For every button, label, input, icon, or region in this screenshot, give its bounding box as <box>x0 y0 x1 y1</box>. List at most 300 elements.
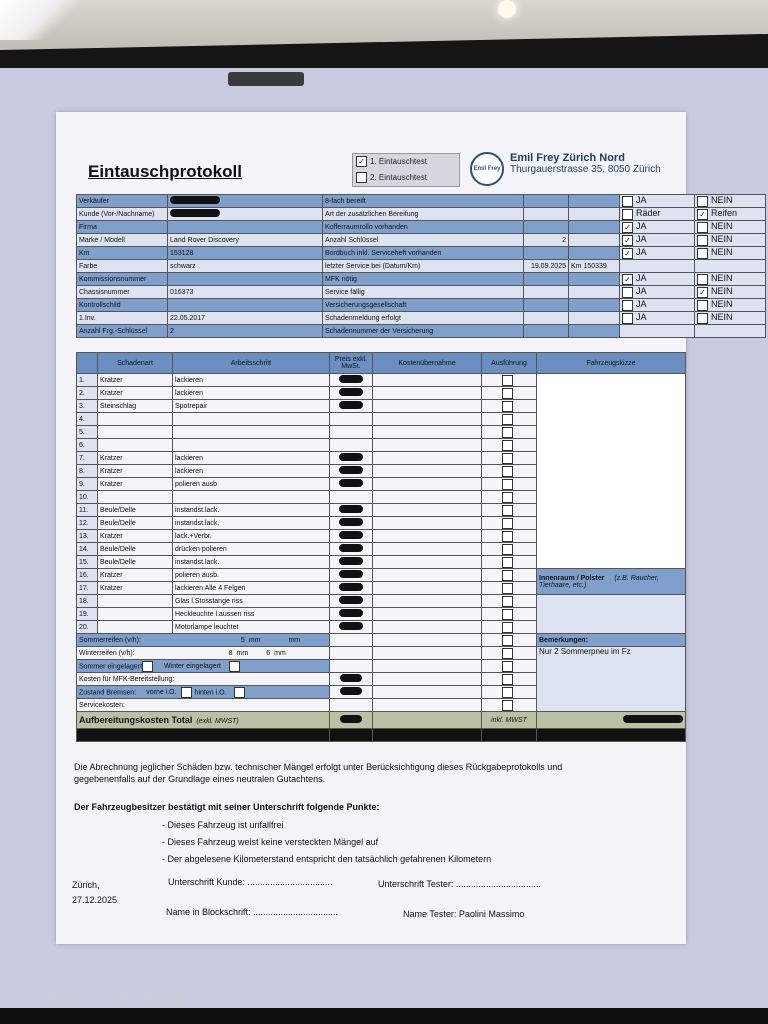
service-km <box>569 325 620 338</box>
cost-cell <box>373 426 482 439</box>
winter-stored-label: Winter eingelagert <box>164 662 221 670</box>
checkbox-icon[interactable] <box>502 622 513 633</box>
redacted-mark <box>339 557 363 565</box>
checkbox-icon[interactable] <box>622 196 633 207</box>
test-option-2[interactable]: 2. Eintauschtest <box>353 170 459 186</box>
checkbox-icon[interactable] <box>697 235 708 246</box>
work-step: instandst.lack. <box>173 556 330 569</box>
interior-box <box>537 595 686 634</box>
work-step <box>173 426 330 439</box>
checkbox-icon[interactable] <box>502 505 513 516</box>
check-cell <box>695 195 766 208</box>
check-cell <box>695 286 766 299</box>
damage-table <box>76 352 686 742</box>
checkbox-icon[interactable] <box>697 300 708 311</box>
checkbox-icon[interactable] <box>502 479 513 490</box>
work-step: Motorlampe leuchtet <box>173 621 330 634</box>
checkbox-icon[interactable] <box>622 300 633 311</box>
check-label: NEIN <box>711 234 733 245</box>
execution-cell <box>482 595 537 608</box>
execution-cell <box>482 621 537 634</box>
row-number: 9. <box>77 478 98 491</box>
redacted-mark <box>623 715 683 723</box>
cost-cell <box>373 452 482 465</box>
extra-row-label <box>77 634 330 647</box>
row-number: 6. <box>77 439 98 452</box>
field-value <box>524 325 569 338</box>
checkbox-icon[interactable] <box>502 674 513 685</box>
redacted-mark <box>339 531 363 539</box>
checkbox-icon[interactable]: ✓ <box>697 287 708 298</box>
service-km <box>569 221 620 234</box>
cost-cell <box>373 413 482 426</box>
service-km <box>569 195 620 208</box>
checkbox-icon[interactable] <box>502 466 513 477</box>
test-type-selector <box>352 153 460 187</box>
brand-address: Thurgauerstrasse 35, 8050 Zürich <box>510 164 661 175</box>
checkbox-icon[interactable] <box>502 414 513 425</box>
work-step: lack.+Verbr. <box>173 530 330 543</box>
damage-type: Kratzer <box>98 478 173 491</box>
execution-cell <box>482 426 537 439</box>
checkbox-icon[interactable] <box>622 313 633 324</box>
tyre-summer-label: Sommerreifen (v/h): <box>79 636 141 644</box>
table-row <box>77 247 766 260</box>
checkbox-icon[interactable] <box>502 635 513 646</box>
unit: mm <box>274 649 286 657</box>
brakes-rear: hinten i.O. <box>194 688 227 696</box>
row-number: 5. <box>77 426 98 439</box>
remark-text: Nur 2 Sommerpneu im Fz <box>539 647 631 656</box>
damage-type: Beule/Delle <box>98 504 173 517</box>
column-header: Kostenübernahme <box>373 353 482 374</box>
check-cell <box>695 221 766 234</box>
cost-cell <box>373 729 482 742</box>
redacted-mark <box>339 375 363 383</box>
price-cell <box>330 556 373 569</box>
redacted-mark <box>339 479 363 487</box>
cost-cell <box>373 491 482 504</box>
checkbox-icon[interactable] <box>356 172 367 183</box>
work-step: lackieren <box>173 374 330 387</box>
price-cell <box>330 621 373 634</box>
check-cell <box>620 247 695 260</box>
extra-row-label <box>77 699 330 712</box>
checkbox-icon[interactable] <box>502 401 513 412</box>
checkbox-icon[interactable] <box>502 661 513 672</box>
field-label: Farbe <box>77 260 168 273</box>
field-value: 22.05.2017 <box>168 312 323 325</box>
redacted-mark <box>339 570 363 578</box>
column-header <box>77 353 98 374</box>
row-number: 12. <box>77 517 98 530</box>
damage-type: Kratzer <box>98 582 173 595</box>
field-value: 016373 <box>168 286 323 299</box>
execution-cell <box>482 374 537 387</box>
price-cell <box>330 729 373 742</box>
execution-cell <box>482 478 537 491</box>
table-row <box>77 221 766 234</box>
check-cell <box>620 273 695 286</box>
vehicle-sketch <box>537 374 686 569</box>
service-km: Km 150339 <box>569 260 620 273</box>
page-title: Eintauschprotokoll <box>88 162 242 181</box>
row-number: 10. <box>77 491 98 504</box>
checkbox-icon[interactable] <box>502 440 513 451</box>
checkbox-icon[interactable] <box>502 648 513 659</box>
checkbox-icon[interactable] <box>502 596 513 607</box>
webcam-icon <box>228 72 304 86</box>
checkbox-icon[interactable] <box>502 518 513 529</box>
price-cell <box>330 387 373 400</box>
cost-cell <box>373 673 482 686</box>
damage-section <box>76 352 686 742</box>
cost-cell <box>373 400 482 413</box>
damage-type: Kratzer <box>98 452 173 465</box>
checkbox-icon[interactable] <box>502 700 513 711</box>
field-label: letzter Service bei (Datum/Km) <box>323 260 524 273</box>
total-note: (exkl. MWST) <box>196 718 239 725</box>
row-number: 16. <box>77 569 98 582</box>
field-label: Service fällig <box>323 286 524 299</box>
extra-row-label <box>77 729 330 742</box>
price-cell <box>330 478 373 491</box>
row-number: 17. <box>77 582 98 595</box>
price-cell <box>330 452 373 465</box>
price-cell <box>330 439 373 452</box>
table-row <box>77 234 766 247</box>
checkbox-icon[interactable] <box>697 313 708 324</box>
bar <box>537 729 686 742</box>
price-cell <box>330 530 373 543</box>
checkbox-icon[interactable] <box>697 196 708 207</box>
field-value <box>524 195 569 208</box>
field-value: 2 <box>524 234 569 247</box>
extra-row-label <box>77 686 330 699</box>
checkbox-icon[interactable] <box>697 248 708 259</box>
checkbox-icon[interactable] <box>502 557 513 568</box>
cost-cell <box>373 530 482 543</box>
row-number: 20. <box>77 621 98 634</box>
execution-cell <box>482 504 537 517</box>
check-cell <box>695 299 766 312</box>
cost-cell <box>373 699 482 712</box>
checkbox-icon[interactable] <box>502 427 513 438</box>
check-cell <box>620 221 695 234</box>
service-km <box>569 312 620 325</box>
test-option-1[interactable]: ✓ 1. Eintauschtest <box>353 154 459 170</box>
work-step: lackieren Alle 4 Felgen <box>173 582 330 595</box>
summer-stored-label: Sommer eingelagert <box>79 662 143 670</box>
damage-type: Kratzer <box>98 569 173 582</box>
cost-cell <box>373 439 482 452</box>
brand-block <box>510 152 661 175</box>
cost-cell <box>373 608 482 621</box>
damage-type: Beule/Delle <box>98 517 173 530</box>
cost-cell <box>373 387 482 400</box>
check-cell <box>620 325 695 338</box>
cost-cell <box>373 465 482 478</box>
check-cell <box>620 299 695 312</box>
cost-cell <box>373 582 482 595</box>
confirm-heading: Der Fahrzeugbesitzer bestätigt mit seiner Unterschrift folgende Punkte: <box>74 802 380 812</box>
execution-cell <box>482 699 537 712</box>
table-header <box>77 353 686 374</box>
service-km <box>569 286 620 299</box>
price-cell <box>330 491 373 504</box>
field-value <box>524 208 569 221</box>
checkbox-icon[interactable] <box>502 570 513 581</box>
execution-cell <box>482 729 537 742</box>
field-label: Chassisnummer <box>77 286 168 299</box>
price-cell <box>330 582 373 595</box>
table-row <box>77 195 766 208</box>
checkbox-icon[interactable] <box>502 453 513 464</box>
field-value: 153128 <box>168 247 323 260</box>
confirm-list <box>162 817 491 868</box>
work-step <box>173 439 330 452</box>
redacted-mark <box>339 622 363 630</box>
checkbox-icon[interactable] <box>229 661 240 672</box>
cost-cell <box>373 504 482 517</box>
price-cell <box>330 426 373 439</box>
service-km <box>569 273 620 286</box>
table-row <box>77 260 766 273</box>
damage-type <box>98 608 173 621</box>
column-header: Fahrzeugskizze <box>537 353 686 374</box>
check-label: JA <box>636 273 647 284</box>
execution-cell <box>482 400 537 413</box>
execution-cell <box>482 660 537 673</box>
check-label: NEIN <box>711 286 733 297</box>
checkbox-icon[interactable] <box>622 287 633 298</box>
extra-row-label <box>77 660 330 673</box>
checkbox-icon[interactable] <box>502 492 513 503</box>
check-label: NEIN <box>711 299 733 310</box>
interior-note: (z.B. Raucher, Tierhaare, etc.) <box>539 574 659 589</box>
row-number: 11. <box>77 504 98 517</box>
list-item: - Der abgelesene Kilometerstand entspricht den tatsächlich gefahrenen Kilometern <box>162 854 492 864</box>
check-label: Räder <box>636 208 661 219</box>
monitor-bottom-bezel <box>0 1008 768 1024</box>
price-cell <box>330 413 373 426</box>
tyre-winter-rear: 6 <box>266 649 271 657</box>
field-label: Anzahl Schlüssel <box>323 234 524 247</box>
row-number: 18. <box>77 595 98 608</box>
extra-row-label <box>77 712 330 729</box>
incl-vat-label: inkl. MWST <box>491 716 527 724</box>
table-row <box>77 374 686 387</box>
service-km <box>569 247 620 260</box>
damage-type: Kratzer <box>98 530 173 543</box>
damage-type <box>98 439 173 452</box>
check-label: NEIN <box>711 312 733 323</box>
vehicle-info-section <box>76 194 766 338</box>
extra-row-label <box>77 673 330 686</box>
execution-cell <box>482 543 537 556</box>
checkbox-icon[interactable]: ✓ <box>697 209 708 220</box>
damage-type <box>98 413 173 426</box>
field-label: Anzahl Frg.-Schlüssel <box>77 325 168 338</box>
service-cost-label: Servicekosten: <box>79 701 125 709</box>
place-date: Zürich, 27.12.2025 <box>72 880 118 905</box>
ceiling-light <box>0 0 80 40</box>
checkbox-icon[interactable] <box>234 687 245 698</box>
table-row <box>77 299 766 312</box>
field-label: Kommissionsnummer <box>77 273 168 286</box>
field-label: Versicherungsgesellschaft <box>323 299 524 312</box>
check-cell <box>695 273 766 286</box>
field-label: Firma <box>77 221 168 234</box>
check-cell <box>695 312 766 325</box>
checkbox-icon[interactable] <box>142 661 153 672</box>
damage-type: Beule/Delle <box>98 543 173 556</box>
field-value <box>168 273 323 286</box>
name-block-letters: Name in Blockschrift: .................................. <box>166 907 339 917</box>
check-label: NEIN <box>711 221 733 232</box>
check-cell <box>620 286 695 299</box>
unit: mm <box>236 649 249 657</box>
work-step: Spotrepair <box>173 400 330 413</box>
table-row <box>77 729 686 742</box>
field-value <box>524 247 569 260</box>
check-cell <box>695 247 766 260</box>
cost-cell <box>373 621 482 634</box>
field-value <box>524 273 569 286</box>
field-value <box>524 312 569 325</box>
check-cell <box>695 325 766 338</box>
field-label: Kofferraumrollo vorhanden <box>323 221 524 234</box>
price-cell <box>330 647 373 660</box>
damage-type <box>98 426 173 439</box>
field-label: 8-fach bereift <box>323 195 524 208</box>
table-row <box>77 312 766 325</box>
redacted-mark <box>339 505 363 513</box>
vehicle-info-table <box>76 194 766 338</box>
checkbox-icon[interactable]: ✓ <box>622 248 633 259</box>
execution-cell <box>482 465 537 478</box>
field-label: MFK nötig <box>323 273 524 286</box>
checkbox-icon[interactable]: ✓ <box>622 222 633 233</box>
execution-cell <box>482 413 537 426</box>
redacted-mark <box>340 687 362 695</box>
execution-cell <box>482 608 537 621</box>
work-step <box>173 413 330 426</box>
checkbox-icon[interactable] <box>697 274 708 285</box>
extra-row-label <box>77 647 330 660</box>
checkbox-icon[interactable] <box>622 209 633 220</box>
row-number: 4. <box>77 413 98 426</box>
work-step: instandst.lack. <box>173 504 330 517</box>
field-value: Land Rover Discovery <box>168 234 323 247</box>
execution-cell <box>482 517 537 530</box>
check-label: JA <box>636 312 647 323</box>
row-number: 13. <box>77 530 98 543</box>
table-row <box>77 569 686 582</box>
check-label: JA <box>636 247 647 258</box>
price-cell <box>330 374 373 387</box>
damage-type: Beule/Delle <box>98 556 173 569</box>
price-cell <box>330 673 373 686</box>
checkbox-icon[interactable] <box>502 544 513 555</box>
field-label: Kunde (Vor-/Nachname) <box>77 208 168 221</box>
checkbox-icon[interactable]: ✓ <box>622 274 633 285</box>
row-number: 15. <box>77 556 98 569</box>
signature-customer: Unterschrift Kunde: .................................. <box>168 877 333 887</box>
field-value: 19.09.2025 <box>524 260 569 273</box>
check-label: JA <box>636 299 647 310</box>
redacted-mark <box>339 596 363 604</box>
brand-logo: Emil Frey <box>470 152 504 186</box>
field-label: Kontrollschild <box>77 299 168 312</box>
row-number: 8. <box>77 465 98 478</box>
price-cell <box>330 569 373 582</box>
check-label: JA <box>636 234 647 245</box>
checkbox-icon[interactable] <box>181 687 192 698</box>
checkbox-icon[interactable] <box>502 609 513 620</box>
mfk-cost-label: Kosten für MFK-Bereitstellung: <box>79 675 175 683</box>
check-label: NEIN <box>711 195 733 206</box>
redacted-mark <box>170 209 220 217</box>
checkbox-icon[interactable]: ✓ <box>622 235 633 246</box>
check-label: NEIN <box>711 247 733 258</box>
check-label: JA <box>636 286 647 297</box>
price-cell <box>330 660 373 673</box>
checkbox-icon[interactable] <box>502 583 513 594</box>
checkbox-icon[interactable] <box>502 388 513 399</box>
unit: mm <box>288 636 301 644</box>
field-value <box>168 299 323 312</box>
service-km <box>569 208 620 221</box>
check-cell <box>695 260 766 273</box>
check-cell <box>695 234 766 247</box>
table-row <box>77 712 686 729</box>
check-cell <box>620 208 695 221</box>
execution-cell <box>482 491 537 504</box>
service-km <box>569 299 620 312</box>
field-value <box>524 299 569 312</box>
redacted-mark <box>340 715 362 723</box>
checkbox-icon[interactable]: ✓ <box>356 156 367 167</box>
brand-name: Emil Frey Zürich Nord <box>510 152 625 164</box>
price-cell <box>330 634 373 647</box>
column-header: Schadenart <box>98 353 173 374</box>
execution-cell <box>482 530 537 543</box>
field-value <box>524 286 569 299</box>
cost-cell <box>373 712 482 729</box>
checkbox-icon[interactable] <box>502 531 513 542</box>
redacted-mark <box>339 453 363 461</box>
unit: mm <box>248 636 261 644</box>
interior-label <box>537 569 686 595</box>
price-cell <box>330 699 373 712</box>
checkbox-icon[interactable] <box>697 222 708 233</box>
work-step: drücken polieren <box>173 543 330 556</box>
check-cell <box>620 312 695 325</box>
column-header: Preis exkl. MwSt. <box>330 353 373 374</box>
damage-type <box>98 491 173 504</box>
checkbox-icon[interactable] <box>502 375 513 386</box>
service-km <box>569 234 620 247</box>
work-step: Heckleuchte l.aussen riss <box>173 608 330 621</box>
work-step: lackieren <box>173 387 330 400</box>
redacted-mark <box>339 518 363 526</box>
checkbox-icon[interactable] <box>502 687 513 698</box>
price-cell <box>330 504 373 517</box>
table-row <box>77 634 686 647</box>
field-value <box>168 221 323 234</box>
tester-name: Name Tester: Paolini Massimo <box>403 909 525 919</box>
